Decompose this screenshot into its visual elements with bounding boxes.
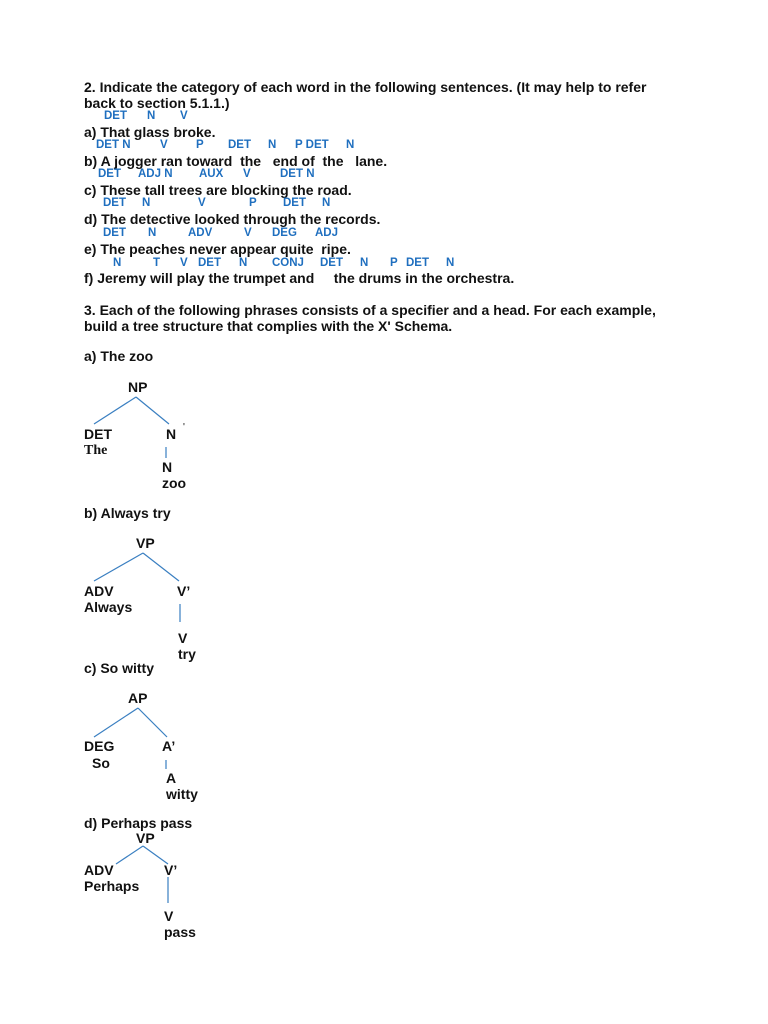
tree-c-head-word: witty bbox=[166, 786, 198, 802]
q2-sentence-d: d) The detective looked through the records. bbox=[84, 211, 381, 227]
q2-f-tag: DET bbox=[198, 257, 221, 269]
q2-e-tag: V bbox=[244, 227, 252, 239]
q2-f-tag: N bbox=[239, 257, 248, 269]
q3-heading-line1: 3. Each of the following phrases consists of a specifier and a head. For each example, bbox=[84, 302, 656, 318]
q2-f-tag: DET bbox=[406, 257, 429, 269]
q2-f-tag: N bbox=[446, 257, 455, 269]
q2-e-tag: N bbox=[148, 227, 157, 239]
tree-c-spec: DEG bbox=[84, 738, 115, 754]
q2-f-tag: P bbox=[390, 257, 398, 269]
tree-a-left-branch bbox=[94, 397, 136, 424]
q2-c-tag: DET N bbox=[280, 168, 315, 180]
q2-d-tag: DET bbox=[283, 197, 306, 209]
tree-d-spec: ADV bbox=[84, 862, 114, 878]
tree-b-spec-word: Always bbox=[84, 599, 133, 615]
q2-f-tag: N bbox=[360, 257, 369, 269]
q2-f-tag: CONJ bbox=[272, 257, 304, 269]
tree-c-label: c) So witty bbox=[84, 660, 155, 676]
tree-b-label: b) Always try bbox=[84, 505, 171, 521]
tree-b-bar: V’ bbox=[177, 583, 191, 599]
q2-a-tag: V bbox=[180, 110, 188, 122]
q3-heading-line2: build a tree structure that complies with the X' Schema. bbox=[84, 318, 453, 334]
tree-c-head: A bbox=[166, 770, 177, 786]
tree-a-root: NP bbox=[128, 379, 148, 395]
q2-a-tag: N bbox=[147, 110, 156, 122]
tree-c-spec-word: So bbox=[92, 755, 110, 771]
q2-b-tag: N bbox=[268, 139, 277, 151]
q2-b-tag: DET N bbox=[96, 139, 131, 151]
tree-b-spec: ADV bbox=[84, 583, 114, 599]
q2-e-tag: ADJ bbox=[315, 227, 339, 239]
q2-b-tag: DET bbox=[228, 139, 251, 151]
q2-e-tag: DET bbox=[103, 227, 126, 239]
q2-f-tag: T bbox=[153, 257, 161, 269]
tree-d-bar: V’ bbox=[164, 862, 178, 878]
q2-c-tag: ADJ N bbox=[138, 168, 173, 180]
tree-d-head: V bbox=[164, 908, 174, 924]
q2-heading-line2: back to section 5.1.1.) bbox=[84, 95, 230, 111]
q2-d-tag: P bbox=[249, 197, 257, 209]
tree-d-left-branch bbox=[116, 846, 143, 864]
q2-d-tag: V bbox=[198, 197, 206, 209]
tree-a-spec: DET bbox=[84, 426, 112, 442]
tree-b-root: VP bbox=[136, 535, 155, 551]
tree-b-head: V bbox=[178, 630, 188, 646]
q2-d-tag: DET bbox=[103, 197, 126, 209]
q2-a-tag: DET bbox=[104, 110, 127, 122]
q2-f-tag: N bbox=[113, 257, 122, 269]
tree-a-bar-mark: ' bbox=[183, 422, 185, 433]
q2-e-tag: ADV bbox=[188, 227, 213, 239]
tree-d-head-word: pass bbox=[164, 924, 196, 940]
q2-sentence-e: e) The peaches never appear quite ripe. bbox=[84, 241, 351, 257]
tree-c-left-branch bbox=[94, 708, 138, 737]
q2-c-tag: AUX bbox=[199, 168, 224, 180]
tree-b-left-branch bbox=[94, 553, 143, 581]
q2-e-tag: DEG bbox=[272, 227, 297, 239]
tree-a-right-branch bbox=[136, 397, 169, 424]
q2-b-tag: V bbox=[160, 139, 168, 151]
tree-d-root: VP bbox=[136, 830, 155, 846]
tree-a-head-word: zoo bbox=[162, 475, 187, 491]
tree-c-right-branch bbox=[138, 708, 167, 737]
tree-b-head-word: try bbox=[178, 646, 196, 662]
tree-d-spec-word: Perhaps bbox=[84, 878, 140, 894]
tree-a-label: a) The zoo bbox=[84, 348, 154, 364]
q2-c-tag: DET bbox=[98, 168, 121, 180]
q2-d-tag: N bbox=[142, 197, 151, 209]
tree-d-label: d) Perhaps pass bbox=[84, 815, 193, 831]
q2-heading-line1: 2. Indicate the category of each word in the following sentences. (It may help to refer bbox=[84, 79, 647, 95]
tree-a-bar: N bbox=[166, 426, 177, 442]
tree-b-right-branch bbox=[143, 553, 179, 581]
q2-b-tag: P DET bbox=[295, 139, 329, 151]
q2-c-tag: V bbox=[243, 168, 251, 180]
q2-sentence-f: f) Jeremy will play the trumpet and the drums in the orchestra. bbox=[84, 270, 515, 286]
tree-c-root: AP bbox=[128, 690, 148, 706]
q2-b-tag: N bbox=[346, 139, 355, 151]
q2-sentence-b: b) A jogger ran toward the end of the lane. bbox=[84, 153, 388, 169]
tree-a-spec-word: The bbox=[84, 443, 108, 458]
tree-c-bar: A’ bbox=[162, 738, 176, 754]
q2-sentence-c: c) These tall trees are blocking the road. bbox=[84, 182, 352, 198]
q2-b-tag: P bbox=[196, 139, 204, 151]
q2-f-tag: V bbox=[180, 257, 188, 269]
q2-d-tag: N bbox=[322, 197, 331, 209]
tree-a-head: N bbox=[162, 459, 173, 475]
q2-f-tag: DET bbox=[320, 257, 343, 269]
q2-sentence-a: a) That glass broke. bbox=[84, 124, 216, 140]
